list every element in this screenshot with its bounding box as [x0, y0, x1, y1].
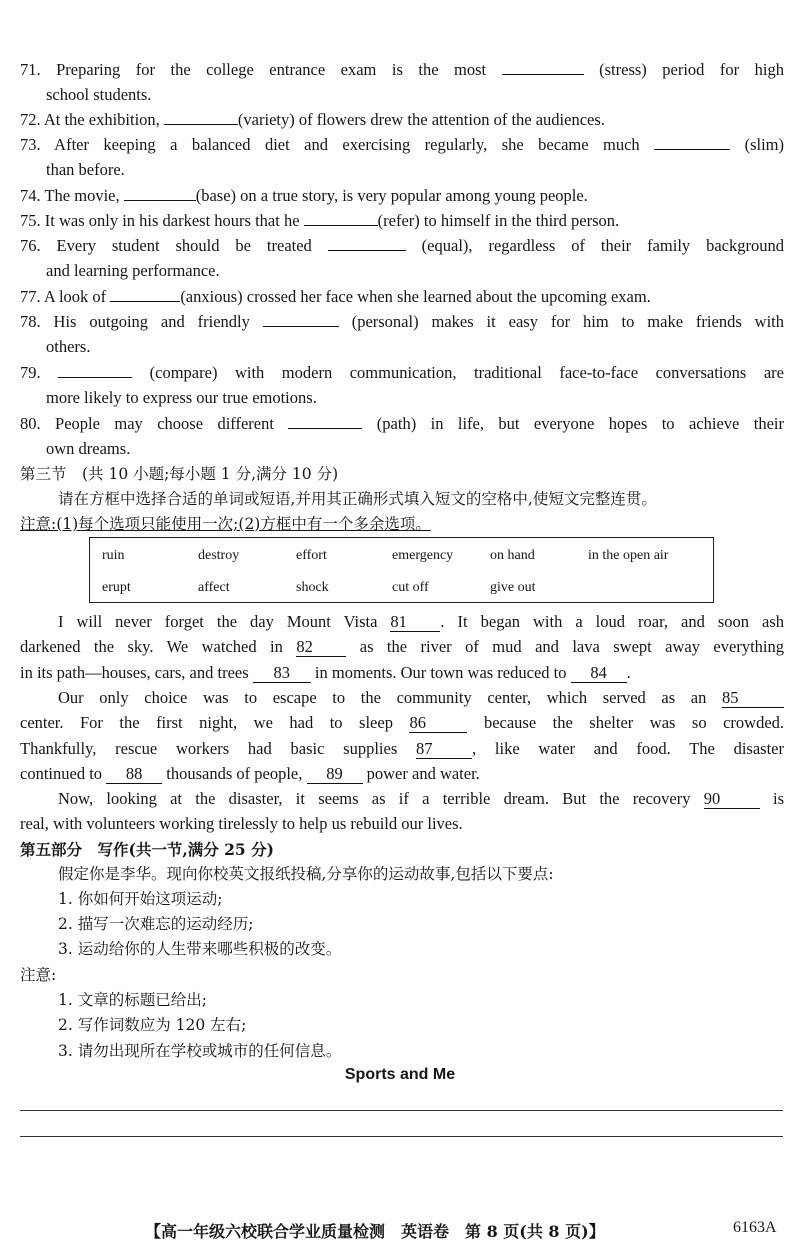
word-option: shock	[296, 580, 329, 595]
passage-text: thousands of people,	[166, 763, 303, 783]
answer-blank[interactable]	[304, 209, 378, 226]
question-text: 72. At the exhibition,	[20, 110, 160, 129]
question-74	[20, 183, 784, 208]
passage-paragraph-1	[20, 609, 784, 685]
passage-text: Our only choice was to escape to the community center, which served as an	[58, 688, 707, 707]
question-text: (base) on a true story, is very popular among young people.	[195, 186, 588, 205]
question-text: (stress) period for high	[599, 60, 784, 79]
writing-point: 3. 运动给你的人生带来哪些积极的改变。	[58, 940, 342, 958]
question-78	[20, 309, 784, 360]
passage-gap[interactable]: 89	[307, 765, 363, 784]
passage-text: Thankfully, rescue workers had basic supplies	[20, 738, 398, 758]
passage-text: Now, looking at the disaster, it seems as if a terrible dream. But the recovery	[58, 789, 691, 808]
answer-blank[interactable]	[288, 412, 362, 429]
passage-gap[interactable]: 90	[704, 790, 760, 809]
question-text: 74. The movie,	[20, 186, 120, 205]
question-text: (equal), regardless of their family background	[421, 236, 784, 255]
question-text: more likely to express our true emotions.	[46, 388, 317, 408]
writing-line[interactable]	[20, 1136, 783, 1137]
answer-blank[interactable]	[263, 310, 339, 327]
passage-text: power and water.	[366, 763, 480, 783]
question-text: (personal) makes it easy for him to make friends with	[351, 312, 784, 331]
word-option: cut off	[392, 580, 429, 595]
word-option: erupt	[102, 580, 131, 595]
passage-gap[interactable]: 88	[106, 765, 162, 784]
answer-blank[interactable]	[502, 58, 584, 75]
passage-text: as the river of mud and lava swept away everything	[359, 637, 784, 657]
passage-gap[interactable]: 86	[409, 714, 467, 733]
section3-note: 注意:(1)每个选项只能使用一次;(2)方框中有一个多余选项。	[20, 515, 431, 533]
question-line	[20, 57, 784, 82]
question-text: 77. A look of	[20, 287, 107, 306]
footer-text: 【高一年级六校联合学业质量检测 英语卷 第 8 页(共 8 页)】	[145, 1222, 605, 1241]
question-text: others.	[46, 337, 91, 357]
question-text: 80. People may choose different	[20, 414, 274, 433]
answer-blank[interactable]	[164, 108, 238, 125]
writing-point: 2. 描写一次难忘的运动经历;	[58, 915, 254, 933]
passage-text: , like water and food. The disaster	[472, 738, 785, 758]
word-option: ruin	[102, 548, 125, 563]
passage-gap[interactable]: 85	[722, 689, 784, 708]
passage-paragraph-3	[20, 786, 784, 837]
word-option: affect	[198, 580, 230, 595]
question-text: 73. After keeping a balanced diet and exercising regularly, she became much	[20, 135, 640, 154]
passage-gap[interactable]: 83	[253, 664, 311, 683]
footer-code: 6163A	[733, 1219, 777, 1236]
passage-text: in moments. Our town was reduced to	[314, 662, 567, 682]
question-text: 75. It was only in his darkest hours that he	[20, 211, 300, 230]
answer-blank[interactable]	[124, 184, 196, 201]
passage-text: darkened the sky. We watched in	[20, 637, 283, 657]
question-text: own dreams.	[46, 439, 131, 459]
answer-blank[interactable]	[654, 133, 730, 150]
question-text: (refer) to himself in the third person.	[377, 211, 620, 230]
passage-gap[interactable]: 84	[571, 664, 627, 683]
word-box	[89, 537, 714, 603]
question-text: (path) in life, but everyone hopes to achieve their	[376, 414, 784, 433]
passage-text: I will never forget the day Mount Vista	[58, 612, 378, 631]
question-75	[20, 208, 784, 233]
word-option: effort	[296, 548, 327, 563]
writing-point: 1. 你如何开始这项运动;	[58, 890, 223, 908]
question-text: 78. His outgoing and friendly	[20, 312, 250, 331]
passage-paragraph-2	[20, 685, 784, 786]
word-option: on hand	[490, 548, 535, 563]
writing-note: 1. 文章的标题已给出;	[58, 991, 207, 1009]
passage-text: real, with volunteers working tirelessly to help us rebuild our lives.	[20, 814, 463, 834]
question-76	[20, 233, 784, 284]
question-80	[20, 411, 784, 462]
writing-line[interactable]	[20, 1110, 783, 1111]
passage-text: is	[773, 789, 785, 808]
part5-heading: 第五部分 写作(共一节,满分 25 分)	[20, 840, 274, 859]
question-text: (anxious) crossed her face when she learned about the upcoming exam.	[180, 287, 651, 306]
writing-prompt: 假定你是李华。现向你校英文报纸投稿,分享你的运动故事,包括以下要点:	[58, 865, 554, 883]
passage-text: . It began with a loud roar, and soon ash	[440, 612, 785, 631]
question-text: 71. Preparing for the college entrance exam is the most	[20, 60, 487, 79]
passage-text: because the shelter was so crowded.	[483, 713, 785, 733]
question-text: (variety) of flowers drew the attention of the audiences.	[237, 110, 605, 129]
question-text: school students.	[46, 85, 152, 105]
question-72	[20, 107, 784, 132]
word-option: give out	[490, 580, 536, 595]
passage-gap[interactable]: 81	[390, 613, 440, 632]
writing-note-label: 注意:	[20, 966, 57, 984]
passage-text: continued to	[20, 763, 103, 783]
writing-note: 3. 请勿出现所在学校或城市的任何信息。	[58, 1042, 342, 1060]
question-79	[20, 360, 784, 411]
essay-title: Sports and Me	[344, 1066, 456, 1083]
writing-note: 2. 写作词数应为 120 左右;	[58, 1016, 247, 1034]
section3-instruction: 请在方框中选择合适的单词或短语,并用其正确形式填入短文的空格中,使短文完整连贯。	[58, 490, 657, 508]
question-text: (slim)	[744, 135, 784, 154]
passage-text: center. For the first night, we had to sleep	[20, 713, 393, 733]
answer-blank[interactable]	[58, 361, 132, 378]
passage-text: in its path—houses, cars, and trees	[20, 662, 249, 682]
passage-gap[interactable]: 82	[296, 638, 346, 657]
word-option: in the open air	[588, 548, 669, 563]
passage-gap[interactable]: 87	[416, 740, 472, 759]
question-text: 79.	[20, 363, 41, 382]
passage-text: .	[626, 662, 631, 682]
question-text: and learning performance.	[46, 261, 220, 281]
question-73	[20, 132, 784, 183]
question-77	[20, 284, 784, 309]
word-option: destroy	[198, 548, 240, 563]
answer-blank[interactable]	[110, 285, 180, 302]
word-option: emergency	[392, 548, 454, 563]
section3-heading: 第三节 (共 10 小题;每小题 1 分,满分 10 分)	[20, 465, 339, 483]
answer-blank[interactable]	[328, 234, 406, 251]
question-text: than before.	[46, 160, 125, 180]
question-text: 76. Every student should be treated	[20, 236, 312, 255]
question-text: (compare) with modern communication, traditional face-to-face conversations are	[149, 363, 784, 382]
question-71	[20, 57, 784, 108]
